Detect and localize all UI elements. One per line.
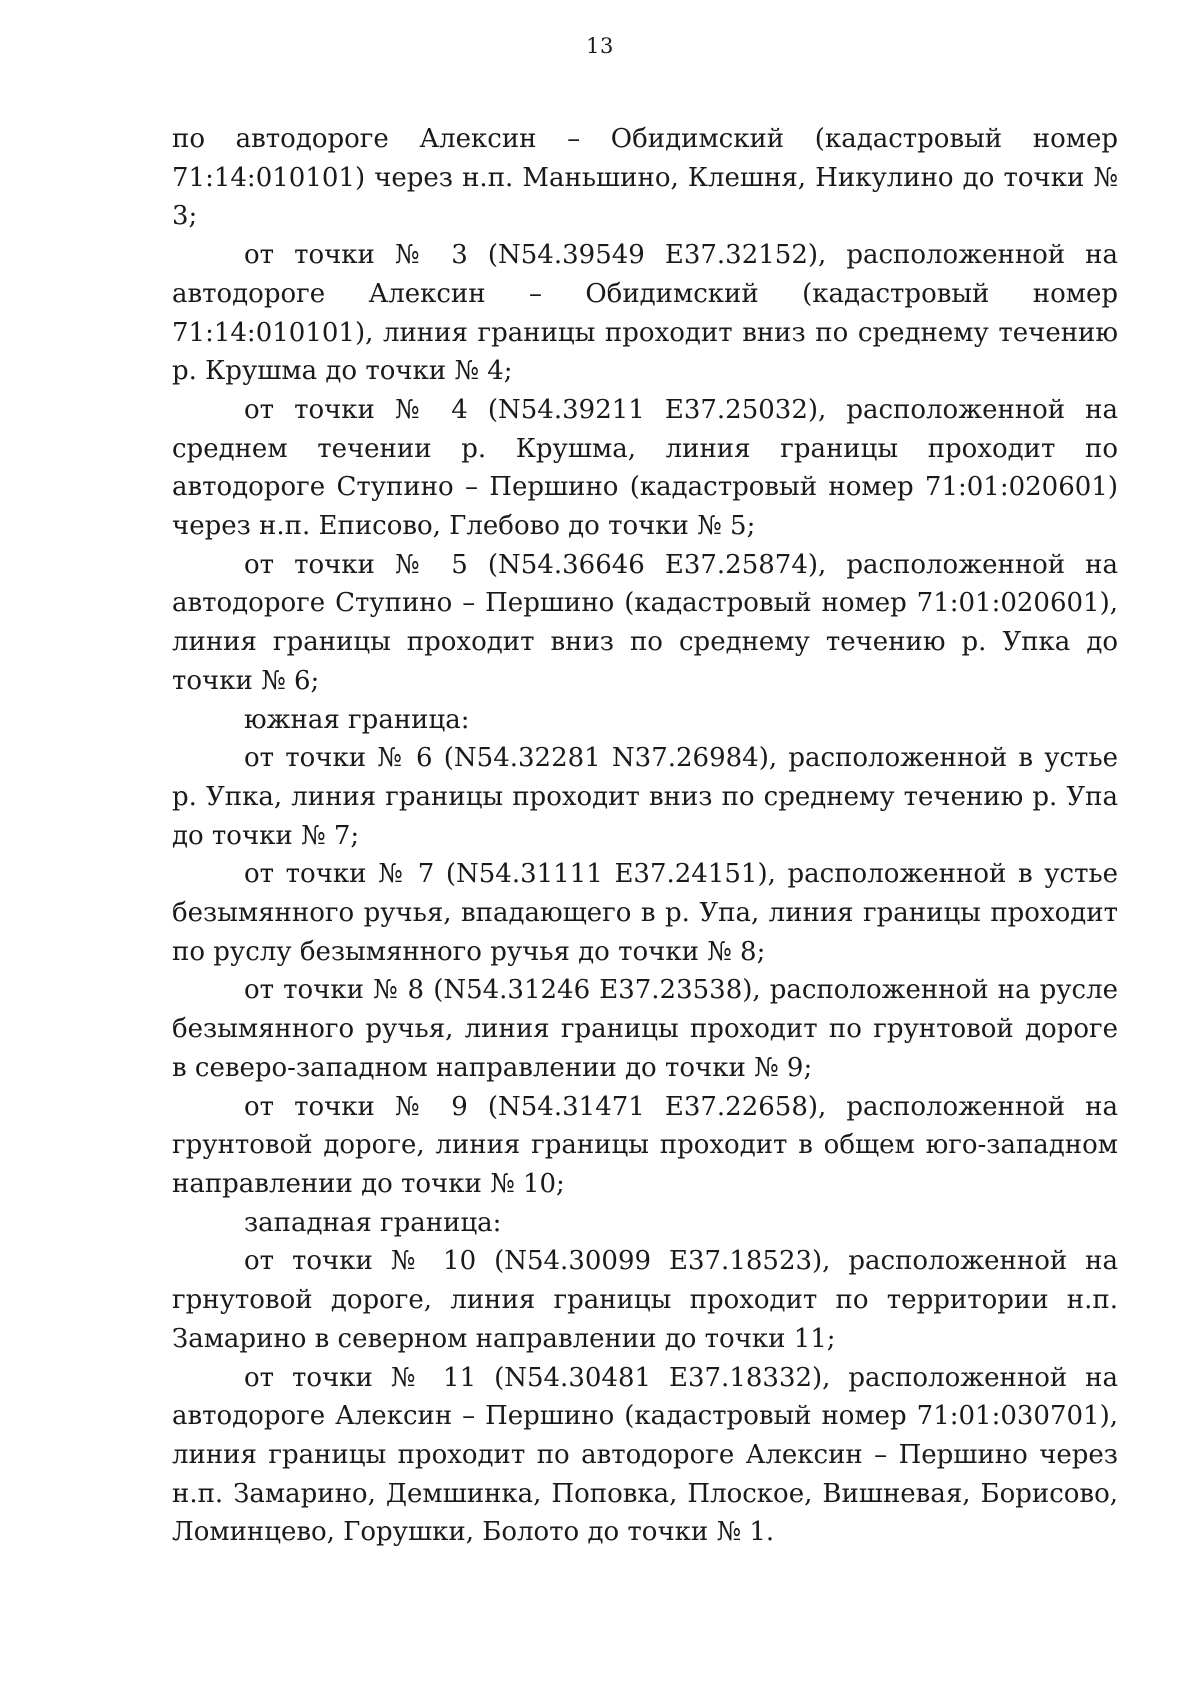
paragraph-3: от точки № 4 (N54.39211 E37.25032), расположенной на среднем течении р. Крушма, линия границы проходит по автодороге Ступино – Першино (кадастровый номер 71:01:020601) через н.п. Еписово, Глебово до точки № 5; <box>172 394 1118 542</box>
paragraph-8: от точки № 8 (N54.31246 E37.23538), расположенной на русле безымянного ручья, линия границы проходит по грунтовой дороге в северо-западном направлении до точки № 9; <box>172 975 1118 1083</box>
paragraph-4: от точки № 5 (N54.36646 E37.25874), расположенной на автодороге Ступино – Першино (кадастровый номер 71:01:020601), линия границы проходит вниз по среднему течению р. Упка до точки № 6; <box>172 549 1118 696</box>
paragraph-7: от точки № 7 (N54.31111 E37.24151), расположенной в устье безымянного ручья, впадающего в р. Упа, линия границы проходит по руслу безымянного ручья до точки № 8; <box>172 859 1118 967</box>
section-heading-south: южная граница: <box>244 704 470 735</box>
paragraph-6: от точки № 6 (N54.32281 N37.26984), расположенной в устье р. Упка, линия границы проходит вниз по среднему течению р. Упа до точки № 7; <box>172 743 1118 851</box>
document-body <box>172 120 1118 1552</box>
paragraph-11: от точки № 10 (N54.30099 E37.18523), расположенной на грнутовой дороге, линия границы проходит по территории н.п. Замарино в северном направлении до точки 11; <box>172 1246 1118 1354</box>
paragraph-1: по автодороге Алексин – Обидимский (кадастровый номер 71:14:010101) через н.п. Маньшино, Клешня, Никулино до точки № 3; <box>172 124 1118 232</box>
paragraph-2: от точки № 3 (N54.39549 E37.32152), расположенной на автодороге Алексин – Обидимский (кадастровый номер 71:14:010101), линия границы проходит вниз по среднему течению р. Крушма до точки № 4; <box>172 240 1118 387</box>
page-number: 13 <box>586 34 614 58</box>
paragraph-12: от точки № 11 (N54.30481 E37.18332), расположенной на автодороге Алексин – Першино (кадастровый номер 71:01:030701), линия границы проходит по автодороге Алексин – Першино через н.п. Замарино, Демшинка, Поповка, Плоское, Вишневая, Борисово, Ломинцево, Горушки, Болото до точки № 1. <box>172 1362 1118 1548</box>
section-heading-west: западная граница: <box>244 1207 502 1238</box>
paragraph-9: от точки № 9 (N54.31471 E37.22658), расположенной на грунтовой дороге, линия границы проходит в общем юго-западном направлении до точки № 10; <box>172 1091 1118 1199</box>
